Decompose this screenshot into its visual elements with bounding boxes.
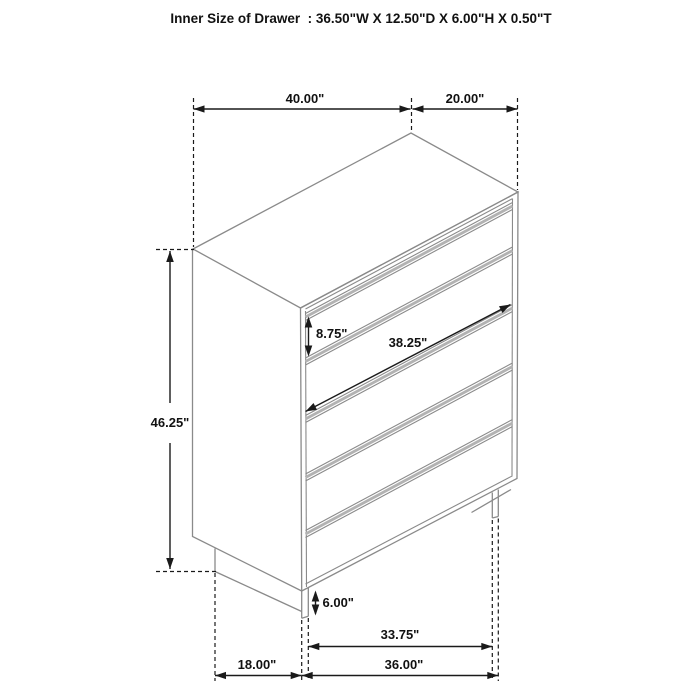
arrowhead-up	[312, 591, 320, 602]
diagram-title: Inner Size of Drawer : 36.50"W X 12.50"D X 6.00"H X 0.50"T	[170, 11, 552, 26]
front-frame-top	[306, 199, 513, 309]
chest-drawing	[193, 133, 519, 618]
drawer-gap	[306, 305, 513, 423]
dim-label-base-depth: 18.00"	[237, 657, 277, 672]
arrowhead-down	[312, 605, 320, 616]
dim-label-top-depth: 20.00"	[445, 91, 485, 106]
dim-label-drawer-height: 8.75"	[316, 326, 348, 341]
dim-label-drawer-width: 38.25"	[388, 335, 428, 350]
dim-top-width	[194, 91, 411, 247]
dim-label-leg-spacing: 33.75"	[380, 627, 420, 642]
dim-label-base-width: 36.00"	[384, 657, 424, 672]
dim-drawer-width	[306, 305, 511, 412]
drawer-gap-line	[306, 420, 513, 531]
arrowhead-left	[413, 105, 424, 112]
front-right-leg	[492, 490, 498, 519]
leg-bottom	[302, 616, 309, 618]
drawer-gap-line	[306, 305, 513, 416]
front-frame-left	[306, 311, 307, 587]
drawer-gap-shadow	[306, 367, 513, 478]
dim-label-top-width: 40.00"	[285, 91, 325, 106]
front-frame-bottom	[306, 476, 513, 584]
drawer-gap-line	[306, 370, 513, 481]
right-stretcher	[472, 490, 512, 513]
drawer-gap-line	[306, 203, 513, 314]
dim-base-depth	[215, 657, 302, 679]
arrowhead-left	[194, 105, 205, 112]
dimension-line	[306, 305, 511, 412]
drawer-gap-shadow	[306, 308, 513, 419]
left-stretcher	[215, 549, 302, 612]
dim-leg-height	[312, 591, 354, 616]
drawer-gap-line	[306, 363, 513, 474]
arrowhead-left	[302, 672, 313, 679]
front-face	[301, 192, 519, 591]
arrowhead-right	[400, 105, 411, 112]
arrowhead-right	[487, 672, 498, 679]
drawer-gap	[306, 363, 513, 481]
stretcher-edge	[215, 572, 302, 612]
drawer-gap-shadow	[306, 206, 513, 317]
arrowhead-left	[215, 672, 226, 679]
drawer-gap-line	[306, 427, 513, 538]
drawer-gap-line	[306, 210, 513, 321]
dim-overall-height	[151, 250, 216, 572]
front-left-leg	[302, 588, 309, 619]
dim-label-leg-height: 6.00"	[322, 595, 354, 610]
drawer-gap	[306, 420, 513, 538]
dim-label-overall-height: 46.25"	[150, 415, 190, 430]
front-frame-right	[512, 199, 513, 476]
arrowhead-up	[166, 251, 174, 262]
leg-bottom	[492, 517, 498, 519]
arrowhead-left	[308, 643, 319, 650]
arrowhead-right	[507, 105, 518, 112]
arrowhead-down	[166, 558, 174, 569]
arrowhead-right	[291, 672, 302, 679]
arrowhead-right	[481, 643, 492, 650]
drawer-gap-shadow	[306, 423, 513, 534]
dim-leg-spacing	[308, 627, 492, 650]
dim-base-width	[302, 657, 499, 679]
dim-top-depth	[412, 91, 518, 190]
